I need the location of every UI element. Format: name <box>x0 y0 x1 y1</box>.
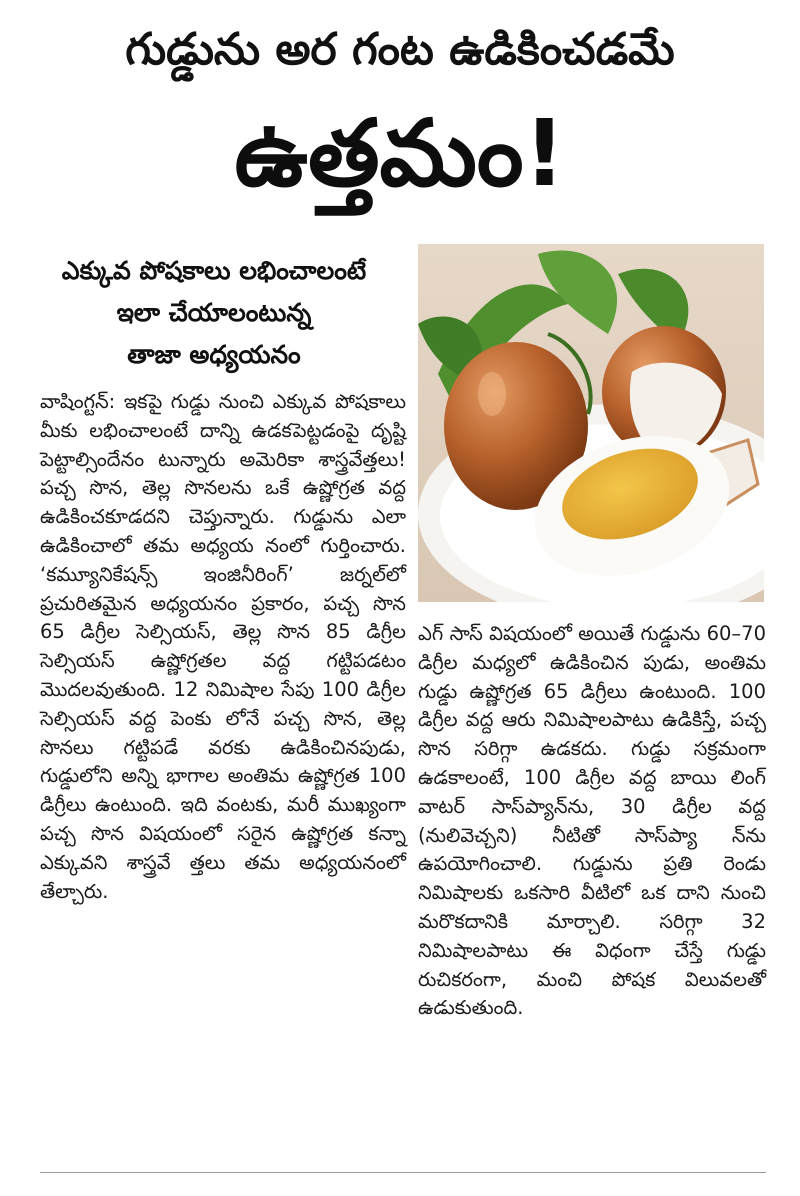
article-left-column: వాషింగ్టన్: ఇకపై గుడ్డు నుంచి ఎక్కువ పోషకాలు మీకు లభించాలంటే దాన్ని ఉడకపెట్టడంపై దృష్టి పెట్టాల్సిందేనం టున్నారు అమెరికా శాస్త్రవేత్తలు! పచ్చ సొన, తెల్ల సొనలను ఒకే ఉష్ణోగ్రత వద్ద ఉడికించకూడదని చెప్తున్నారు. గుడ్డును ఎలా ఉడికించాలో తమ అధ్యయ నంలో గుర్తించారు. ‘కమ్యూనికేషన్స్ ఇంజినీరింగ్’ జర్నల్‌లో ప్రచురితమైన అధ్యయనం ప్రకారం, పచ్చ సొన 65 డిగ్రీల సెల్సియస్, తెల్ల సొన 85 డిగ్రీల సెల్సియస్ ఉష్ణోగ్రతల వద్ద గట్టిపడటం మొదలవుతుంది. 12 నిమిషాల సేపు 100 డిగ్రీల సెల్సియస్ వద్ద పెంకు లోనే పచ్చ సొన, తెల్ల సొనలు గట్టిపడే వరకు ఉడికించినపుడు, గుడ్డులోని అన్ని భాగాల అంతిమ ఉష్ణోగ్రత 100 డిగ్రీలు ఉంటుంది. ఇది వంటకు, మరీ ముఖ్యంగా పచ్చ సొన విషయంలో సరైన ఉష్ణోగ్రత కన్నా ఎక్కువని శాస్త్రవే త్తలు తమ అధ్యయనంలో తేల్చారు. <box>40 390 406 903</box>
subheadline-line-3: తాజా అధ్యయనం <box>127 340 301 369</box>
bottom-divider <box>40 1172 766 1173</box>
subheadline-line-2: ఇలా చేయాలంటున్న <box>116 298 312 327</box>
boiled-eggs-photo <box>418 244 764 602</box>
subheadline <box>24 250 404 376</box>
headline-line-1: గుడ్డును అర గంట ఉడికించడమే <box>125 24 675 75</box>
article-right-column: ఎగ్ సాస్ విషయంలో అయితే గుడ్డును 60–70 డిగ్రీల మధ్యలో ఉడికించిన పుడు, అంతిమ గుడ్డు ఉష్ణోగ్రత 65 డిగ్రీలు ఉంటుంది. 100 డిగ్రీల వద్ద ఆరు నిమిషాలపాటు ఉడికిస్తే, పచ్చ సొన సరిగ్గా ఉడకదు. గుడ్డు సక్రమంగా ఉడకాలంటే, 100 డిగ్రీల వద్ద బాయి లింగ్ వాటర్ సాస్‌ప్యాన్‌ను, 30 డిగ్రీల వద్ద (నులివెచ్చని) నీటితో సాస్‌ప్యా న్‌ను ఉపయోగించాలి. గుడ్డును ప్రతి రెండు నిమిషాలకు ఒకసారి వీటిలో ఒక దాని నుంచి మరొకదానికి మార్చాలి. సరిగ్గా 32 నిమిషాలపాటు ఈ విధంగా చేస్తే గుడ్డు రుచికరంగా, మంచి పోషక విలువలతో ఉడుకుతుంది. <box>418 622 766 1020</box>
headline-line-2: ఉత్తమం! <box>234 100 566 207</box>
subheadline-line-1: ఎక్కువ పోషకాలు లభించాలంటే <box>61 256 367 285</box>
